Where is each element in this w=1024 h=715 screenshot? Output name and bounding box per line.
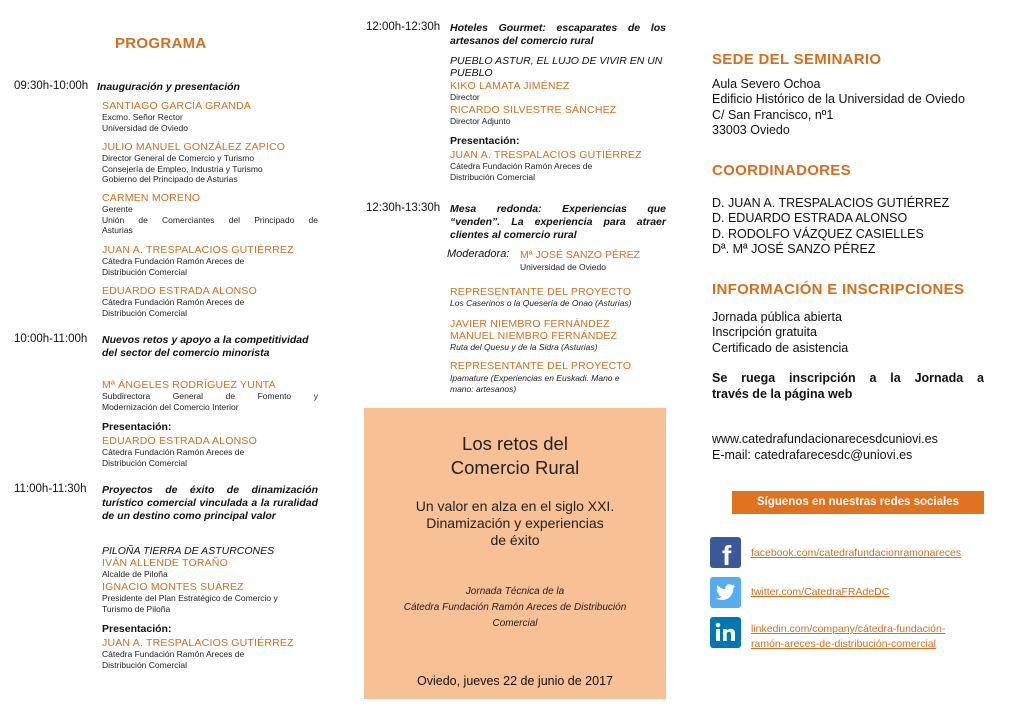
speaker-name: JULIO MANUEL GONZÁLEZ ZAPICO [102, 141, 286, 153]
speaker-name: SANTIAGO GARCÍA GRANDA [102, 100, 252, 112]
twitter-link[interactable]: twitter.com/CatedraFRAdeDC [751, 586, 890, 598]
speaker-role: Subdirectora General de Fomento y [102, 391, 318, 401]
session-5-speaker-a: JAVIER NIEMBRO FERNÁNDEZ [450, 318, 610, 330]
info-line: Inscripción gratuita [712, 325, 817, 340]
session-5-time: 12:30h-13:30h [366, 202, 441, 214]
speaker-name: CARMEN MORENO [102, 192, 201, 204]
speaker-name: KIKO LAMATA JIMÉNEZ [450, 80, 570, 92]
session-4-speaker-2 [450, 104, 666, 127]
facebook-link[interactable]: facebook.com/catedrafundacionramonareces [751, 547, 962, 559]
session-5-rep-1-org: Los Caserinos o la Quesería de Onao (Asturias) [450, 298, 632, 308]
sede-heading: SEDE DEL SEMINARIO [712, 51, 882, 68]
speaker-name: IVÁN ALLENDE TORAÑO [102, 557, 228, 569]
session-3-title: Proyectos de éxito de dinamización turístico comercial vinculada a la ruralidad de un destino como principal valor [102, 484, 318, 522]
session-5-speaker-b: MANUEL NIEMBRO FERNÁNDEZ [450, 330, 618, 342]
info-list [712, 310, 848, 356]
speaker-role: Gerente [102, 204, 133, 214]
cover-jornada-line-1: Jornada Técnica de la [465, 586, 565, 597]
cover-subtitle-line-2: Dinamización y experiencias [426, 515, 604, 531]
session-4-presenter [450, 149, 666, 182]
session-5-title: Mesa redonda: Experiencias que “venden”. La experiencia para atraer clientes al comercio rural [450, 203, 666, 241]
session-4-project: PUEBLO ASTUR, EL LUJO DE VIVIR EN UN PUEBLO [450, 55, 663, 79]
speaker-name: JUAN A. TRESPALACIOS GUTIÉRREZ [102, 244, 294, 256]
info-line: Certificado de asistencia [712, 340, 849, 355]
session-4-presentation-label: Presentación: [450, 135, 520, 147]
session-4-time: 12:00h-12:30h [366, 21, 441, 33]
sede-line: C/ San Francisco, nº1 [712, 107, 834, 122]
linkedin-link[interactable] [751, 622, 945, 652]
speaker-role: Alcalde de Piloña [102, 569, 168, 579]
session-1-person-3 [102, 192, 318, 236]
session-4-title: Hoteles Gourmet: escaparates de los artesanos del comercio rural [450, 22, 666, 47]
presenter-org-2: Distribución Comercial [102, 457, 188, 468]
sede-address [712, 77, 965, 138]
session-1-person-4 [102, 244, 318, 277]
session-3-speaker-1 [102, 557, 318, 580]
session-2-presentation-label: Presentación: [102, 421, 172, 433]
session-5-moderator-name: Mª JOSÉ SANZO PÉREZ [520, 249, 640, 261]
coordinadores-list [712, 196, 949, 257]
presenter-name: EDUARDO ESTRADA ALONSO [102, 435, 257, 447]
linkedin-link-line-1: linkedin.com/company/cátedra-fundación- [751, 623, 946, 635]
session-5-speakers-org: Ruta del Quesu y de la Sidra (Asturias) [450, 342, 598, 352]
cover-panel [364, 408, 666, 699]
cover-jornada-line-3: Comercial [492, 618, 538, 629]
session-1-time: 09:30h-10:00h [14, 80, 89, 92]
cover-subtitle-line-3: de éxito [490, 532, 540, 548]
cover-subtitle [364, 498, 666, 549]
session-5-rep-2-label: REPRESENTANTE DEL PROYECTO [450, 360, 632, 372]
cover-jornada-line-2: Cátedra Fundación Ramón Areces de Distribución [403, 602, 627, 613]
twitter-icon[interactable] [710, 577, 741, 608]
register-note-line-1: Se ruega inscripción a la Jornada a [712, 371, 984, 385]
sede-line: Aula Severo Ochoa [712, 77, 821, 91]
sede-line: 33003 Oviedo [712, 122, 790, 137]
coordinator-name: D. JUAN A. TRESPALACIOS GUTIÉRREZ [712, 196, 950, 210]
presenter-org: Cátedra Fundación Ramón Areces de [102, 447, 245, 457]
speaker-role: Director Adjunto [450, 116, 511, 126]
session-3-presenter [102, 637, 318, 670]
svg-text:f: f [722, 540, 732, 568]
coordinadores-heading: COORDINADORES [712, 162, 851, 179]
session-1-person-2 [102, 141, 318, 185]
session-5-rep-2-org-2: mano: artesanos) [450, 384, 517, 394]
session-2-title: Nuevos retos y apoyo a la competitividad del sector del comercio minorista [102, 334, 309, 359]
twitter-bird-glyph [710, 577, 741, 608]
speaker-role-2: Turismo de Piloña [102, 603, 171, 614]
session-2-speaker [102, 379, 318, 412]
coordinator-name: Dª. Mª JOSÉ SANZO PÉREZ [712, 241, 876, 256]
linkedin-glyph [710, 617, 741, 648]
session-3-speaker-2 [102, 581, 318, 614]
cover-jornada [374, 584, 656, 632]
speaker-org: Universidad de Oviedo [102, 122, 188, 133]
program-heading: PROGRAMA [115, 35, 207, 52]
speaker-name: IGNACIO MONTES SUÁREZ [102, 581, 244, 593]
info-heading: INFORMACIÓN E INSCRIPCIONES [712, 281, 965, 298]
session-1-people [102, 100, 318, 133]
session-1-person-5 [102, 285, 318, 318]
session-3-time: 11:00h-11:30h [14, 483, 87, 495]
session-2-presenter [102, 435, 318, 468]
session-5-rep-2-org: Ipamature (Experiencias en Euskadi. Mano e [450, 373, 620, 383]
facebook-icon[interactable] [710, 537, 741, 568]
session-3-project: PILOÑA TIERRA DE ASTURCONES [102, 545, 275, 557]
session-4-speaker-1 [450, 80, 666, 103]
register-note-line-2: través de la página web [712, 386, 853, 401]
speaker-name: RICARDO SILVESTRE SÁNCHEZ [450, 104, 617, 116]
presenter-org: Cátedra Fundación Ramón Areces de [102, 649, 245, 659]
speaker-org: Unión de Comerciantes del Principado de [102, 214, 318, 225]
presenter-name: JUAN A. TRESPALACIOS GUTIÉRREZ [450, 149, 642, 161]
session-2-time: 10:00h-11:00h [14, 333, 88, 345]
speaker-org: Distribución Comercial [102, 266, 188, 277]
social-banner: Síguenos en nuestras redes sociales [732, 491, 984, 514]
speaker-role: Presidente del Plan Estratégico de Comercio y [102, 593, 278, 603]
speaker-org: Consejería de Empleo, Industria y Turismo [102, 163, 263, 174]
speaker-role: Cátedra Fundación Ramón Areces de [102, 256, 245, 266]
presenter-org-2: Distribución Comercial [450, 171, 536, 182]
presenter-name: JUAN A. TRESPALACIOS GUTIÉRREZ [102, 637, 294, 649]
speaker-org-2: Gobierno del Principado de Asturias [102, 174, 238, 184]
info-web-link[interactable]: www.catedrafundacionarecesdcuniovi.es [712, 432, 938, 446]
cover-date: Oviedo, jueves 22 de junio de 2017 [417, 674, 613, 688]
speaker-role: Cátedra Fundación Ramón Areces de [102, 297, 245, 307]
session-5-moderator-org: Universidad de Oviedo [520, 262, 606, 272]
sede-line: Edificio Histórico de la Universidad de Oviedo [712, 92, 965, 107]
speaker-name: EDUARDO ESTRADA ALONSO [102, 285, 257, 297]
speaker-name: Mª ÁNGELES RODRÍGUEZ YUNTA [102, 379, 276, 391]
speaker-role: Director [450, 92, 480, 102]
session-5-moderator-label: Moderadora: [447, 248, 510, 260]
speaker-org: Distribución Comercial [102, 307, 188, 318]
cover-subtitle-line-1: Un valor en alza en el siglo XXI. [415, 498, 615, 514]
speaker-role: Excmo. Señor Rector [102, 112, 183, 122]
linkedin-icon[interactable] [710, 617, 741, 648]
session-3-presentation-label: Presentación: [102, 623, 172, 635]
coordinator-name: D. RODOLFO VÁZQUEZ CASIELLES [712, 226, 924, 241]
info-line: Jornada pública abierta [712, 310, 842, 324]
linkedin-link-line-2: ramón-areces-de-distribución-comercial [751, 638, 936, 650]
speaker-role: Director General de Comercio y Turismo [102, 153, 255, 163]
cover-title [364, 432, 666, 480]
presenter-org: Cátedra Fundación Ramón Areces de [450, 161, 593, 171]
coordinator-name: D. EDUARDO ESTRADA ALONSO [712, 211, 908, 226]
cover-title-line-2: Comercio Rural [450, 457, 580, 478]
session-5-rep-1-label: REPRESENTANTE DEL PROYECTO [450, 286, 632, 298]
info-register-note [712, 371, 984, 402]
cover-title-line-1: Los retos del [462, 433, 568, 454]
speaker-org: Modernización del Comercio Interior [102, 401, 239, 412]
facebook-glyph [710, 537, 741, 568]
info-email-link[interactable]: E-mail: catedrafarecesdc@uniovi.es [712, 448, 913, 462]
speaker-org-2: Asturias [102, 225, 133, 235]
presenter-org-2: Distribución Comercial [102, 659, 188, 670]
session-1-title: Inauguración y presentación [97, 81, 240, 93]
